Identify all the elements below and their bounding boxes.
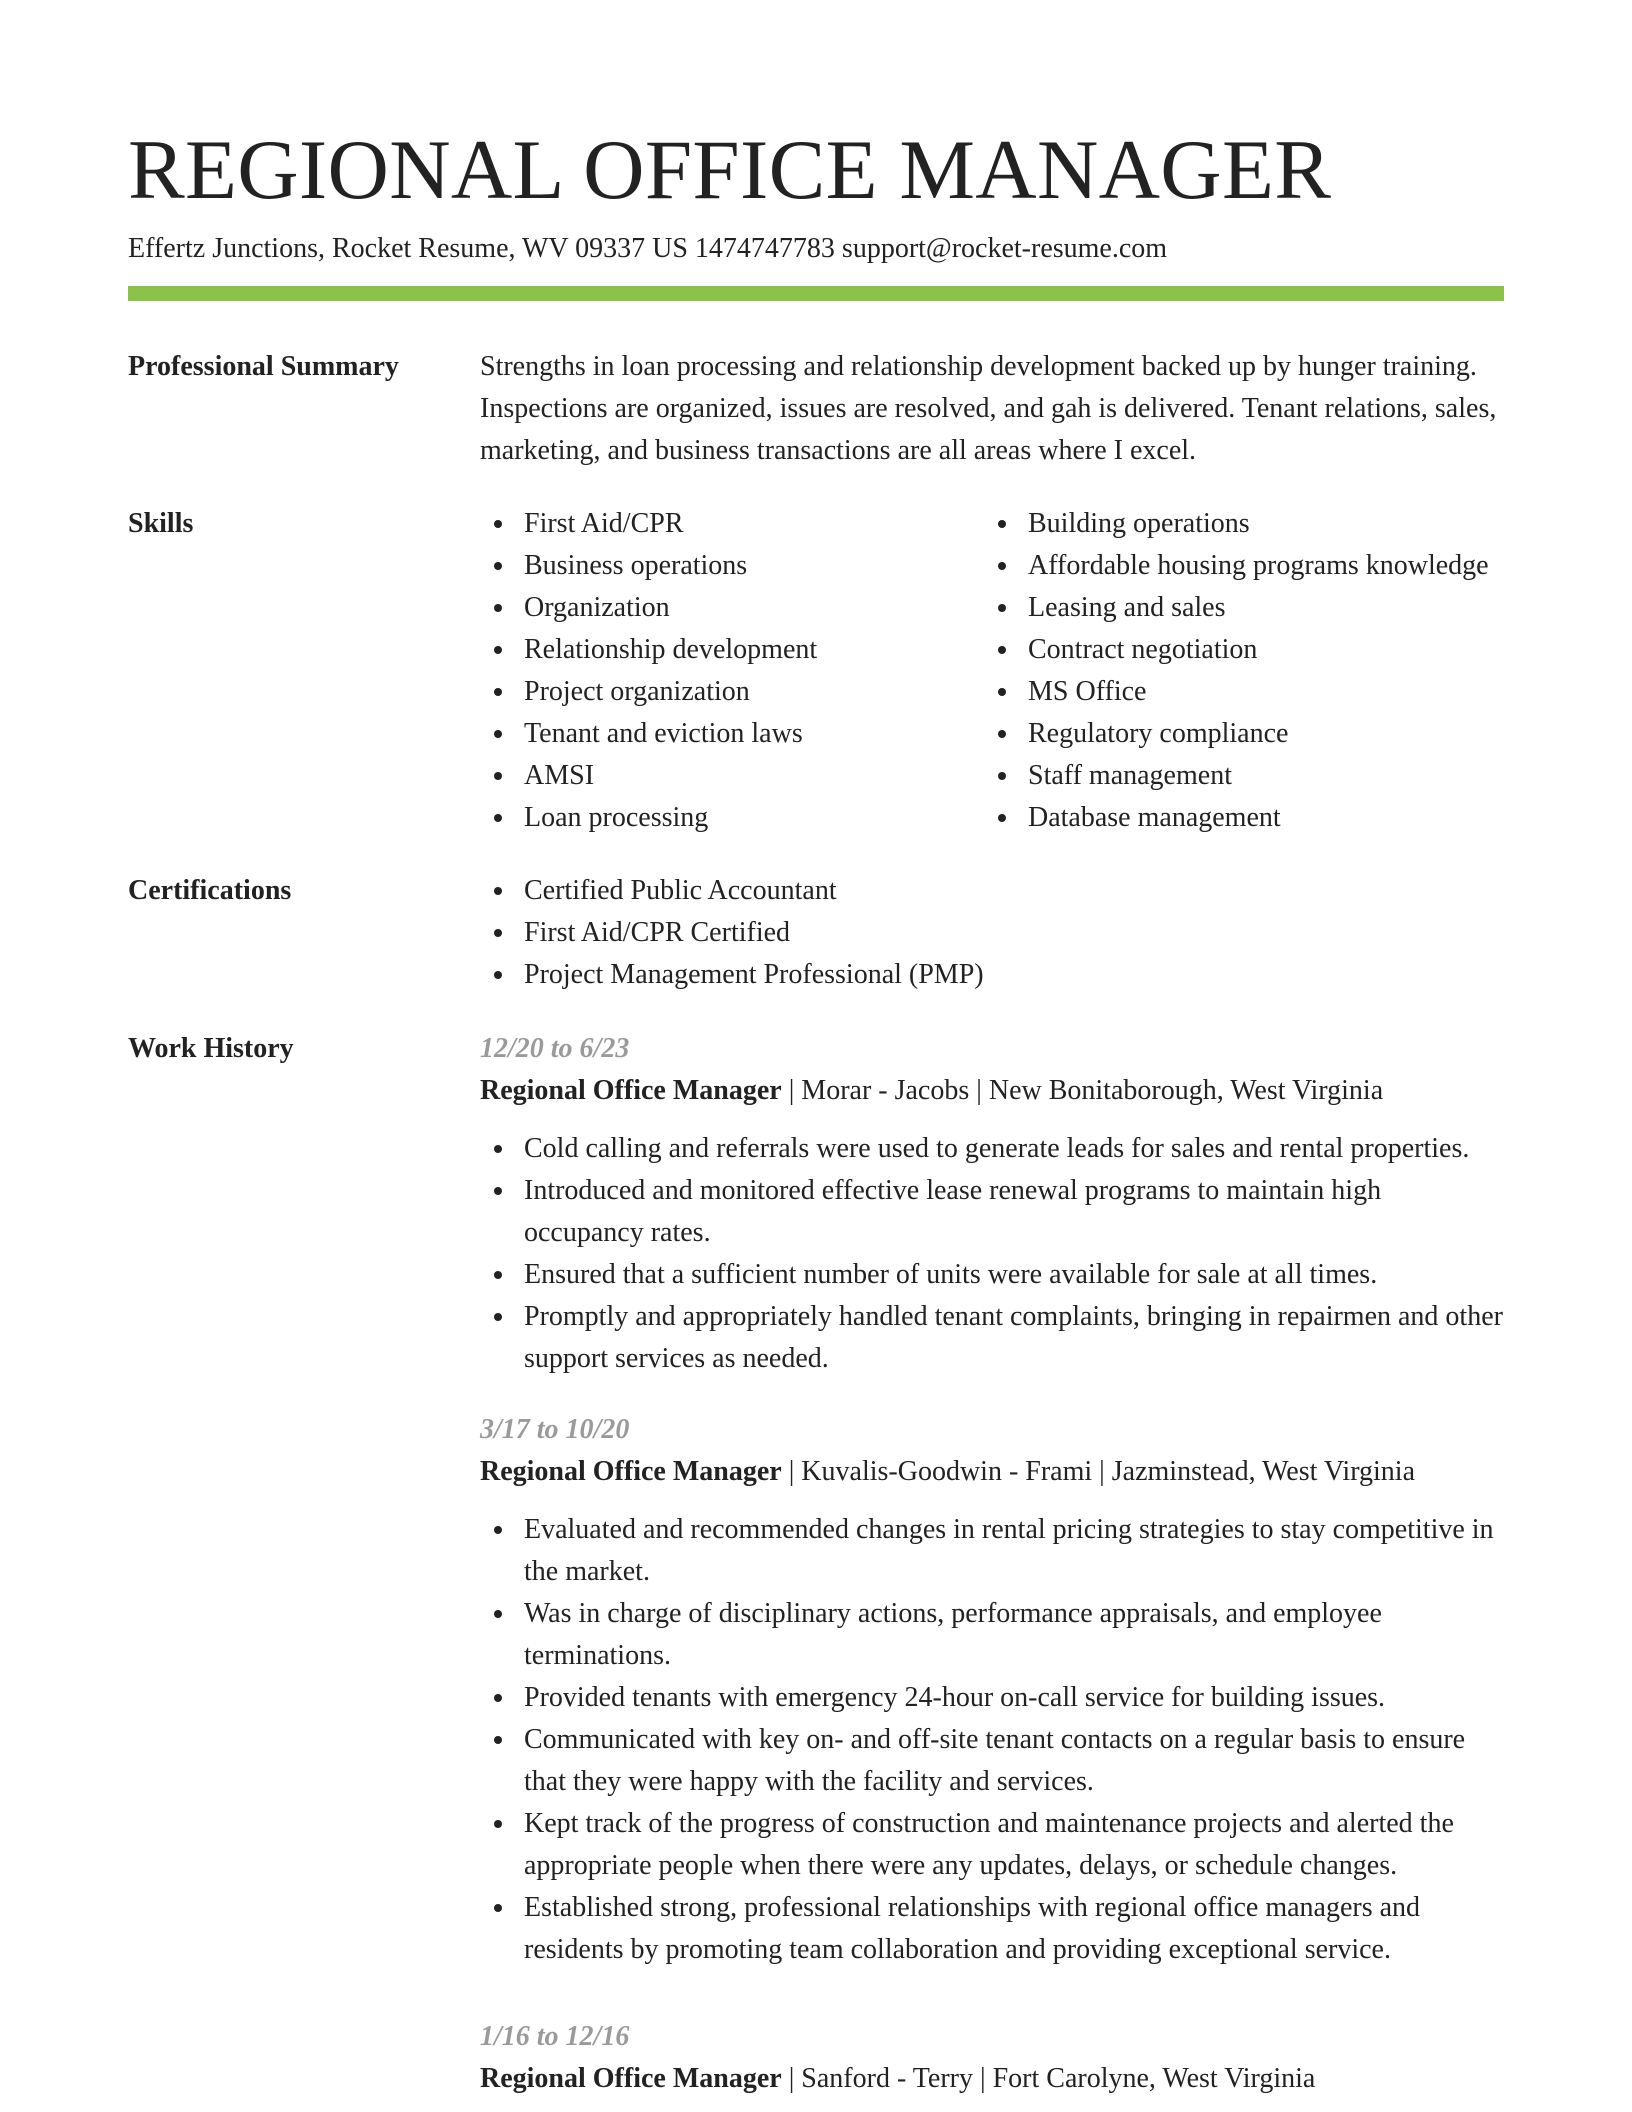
job-title: Regional Office Manager (480, 1075, 782, 1106)
skill-item: Building operations (984, 503, 1504, 545)
skill-item: Affordable housing programs knowledge (984, 545, 1504, 587)
summary-body (480, 346, 1504, 472)
job-bullets (480, 1128, 1504, 1380)
skills-grid (480, 503, 1504, 839)
job-entry (480, 1409, 1504, 1971)
skills-column-1 (480, 503, 984, 839)
job-details: | Sanford - Terry | Fort Carolyne, West Virginia (781, 2063, 1316, 2094)
job-entry (480, 1028, 1504, 1380)
certification-item: Certified Public Accountant (480, 870, 1504, 912)
section-title-certifications: Certifications (128, 875, 292, 906)
skill-item: Contract negotiation (984, 629, 1504, 671)
job-bullet: Evaluated and recommended changes in rental pricing strategies to stay competitive in the market. (480, 1509, 1504, 1593)
skill-item: Loan processing (480, 797, 984, 839)
skill-item: First Aid/CPR (480, 503, 984, 545)
job-bullet: Provided tenants with emergency 24-hour on-call service for building issues. (480, 1677, 1504, 1719)
job-bullet: Was in charge of disciplinary actions, performance appraisals, and employee terminations. (480, 1593, 1504, 1677)
skill-item: AMSI (480, 755, 984, 797)
job-heading (480, 2058, 1504, 2100)
job-details: | Morar - Jacobs | New Bonitaborough, West Virginia (781, 1075, 1384, 1106)
skill-item: MS Office (984, 671, 1504, 713)
job-bullet: Cold calling and referrals were used to generate leads for sales and rental properties. (480, 1128, 1504, 1170)
certification-item: First Aid/CPR Certified (480, 912, 1504, 954)
skill-item: Staff management (984, 755, 1504, 797)
skills-column-2 (984, 503, 1504, 839)
skills-body (480, 503, 1504, 839)
job-dates: 1/16 to 12/16 (480, 2021, 630, 2052)
header-divider (128, 286, 1504, 301)
certifications-body (480, 870, 1504, 996)
job-bullet: Introduced and monitored effective lease renewal programs to maintain high occupancy rates. (480, 1170, 1504, 1254)
job-details: | Kuvalis-Goodwin - Frami | Jazminstead, West Virginia (781, 1456, 1416, 1487)
job-heading (480, 1451, 1504, 1493)
section-title-work-history: Work History (128, 1033, 294, 1064)
job-bullet: Ensured that a sufficient number of units were available for sale at all times. (480, 1254, 1504, 1296)
job-bullet: Kept track of the progress of construction and maintenance projects and alerted the appropriate people when there were any updates, delays, or schedule changes. (480, 1803, 1504, 1887)
job-entry (480, 2016, 1504, 2100)
job-bullet: Established strong, professional relationships with regional office managers and residents by promoting team collaboration and providing exceptional service. (480, 1887, 1504, 1971)
job-heading (480, 1070, 1504, 1112)
certifications-list (480, 870, 1504, 996)
job-bullet: Promptly and appropriately handled tenant complaints, bringing in repairmen and other support services as needed. (480, 1296, 1504, 1380)
skill-item: Relationship development (480, 629, 984, 671)
job-bullet: Communicated with key on- and off-site tenant contacts on a regular basis to ensure that they were happy with the facility and services. (480, 1719, 1504, 1803)
contact-info: Effertz Junctions, Rocket Resume, WV 09337 US 1474747783 support@rocket-resume.com (128, 233, 1168, 264)
job-dates: 12/20 to 6/23 (480, 1033, 630, 1064)
job-title: Regional Office Manager (480, 1456, 782, 1487)
section-title-summary: Professional Summary (128, 351, 399, 382)
section-title-skills: Skills (128, 508, 194, 539)
certification-item: Project Management Professional (PMP) (480, 954, 1504, 996)
skill-item: Business operations (480, 545, 984, 587)
job-title: Regional Office Manager (480, 2063, 782, 2094)
skill-item: Tenant and eviction laws (480, 713, 984, 755)
skill-item: Regulatory compliance (984, 713, 1504, 755)
skill-item: Database management (984, 797, 1504, 839)
job-bullets (480, 1509, 1504, 1971)
resume-name: REGIONAL OFFICE MANAGER (128, 123, 1332, 217)
skill-item: Leasing and sales (984, 587, 1504, 629)
job-dates: 3/17 to 10/20 (480, 1414, 630, 1445)
skill-item: Organization (480, 587, 984, 629)
skill-item: Project organization (480, 671, 984, 713)
summary-text: Strengths in loan processing and relationship development backed up by hunger training. Inspections are organized, issues are resolved, and gah is delivered. Tenant relations, sales, marketing, and business transactions are all areas where I excel. (480, 351, 1497, 466)
